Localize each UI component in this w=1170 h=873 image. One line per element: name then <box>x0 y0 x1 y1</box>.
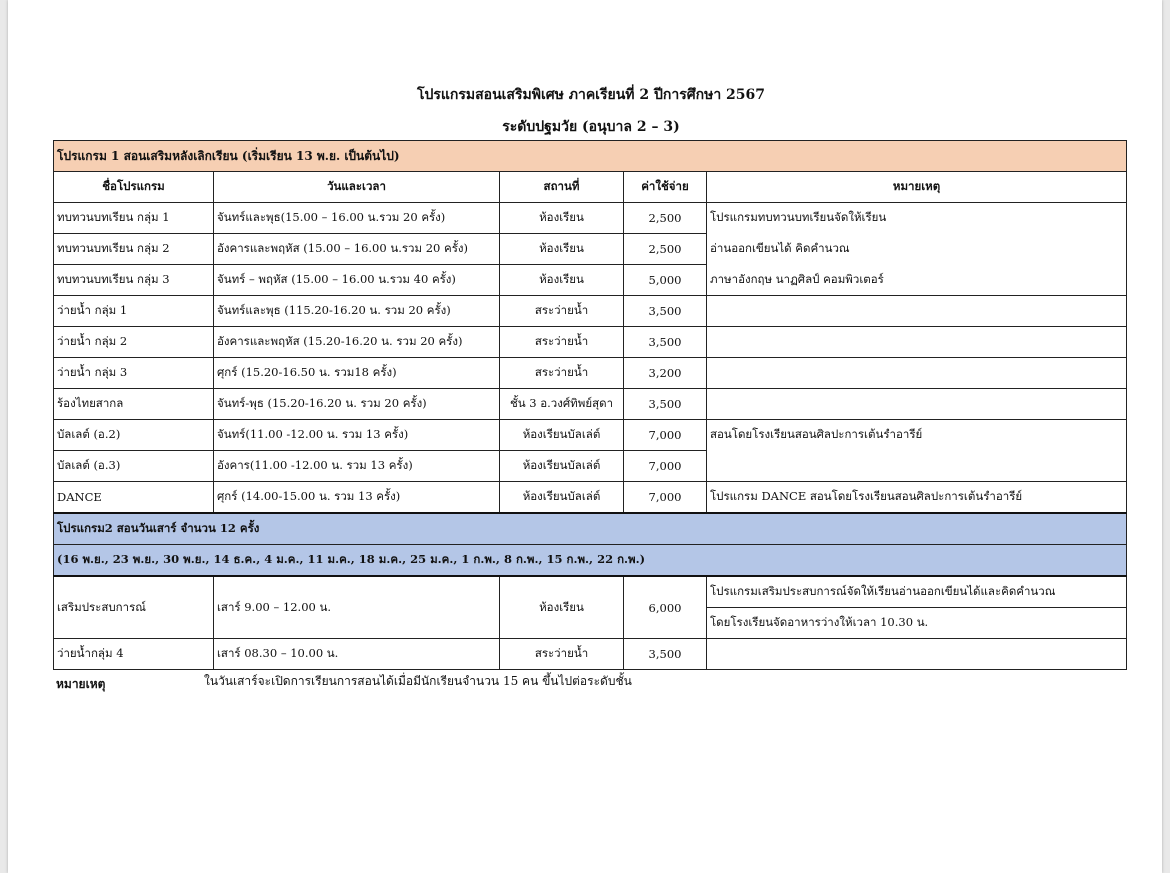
program-name: DANCE <box>54 482 214 514</box>
program-note <box>707 451 1127 482</box>
program-cost: 7,000 <box>624 451 707 482</box>
program-place: ห้องเรียน <box>500 203 624 234</box>
program-cost: 2,500 <box>624 203 707 234</box>
table-row <box>54 451 1127 482</box>
table-row <box>54 358 1127 389</box>
document-page <box>8 0 1162 873</box>
program-cost: 6,000 <box>624 576 707 639</box>
program-place: สระว่ายน้ำ <box>500 296 624 327</box>
program-note: อ่านออกเขียนได้ คิดคำนวณ <box>707 234 1127 265</box>
program-name: ว่ายน้ำกลุ่ม 4 <box>54 639 214 670</box>
page-subtitle: ระดับปฐมวัย (อนุบาล 2 – 3) <box>502 119 680 135</box>
program-name: บัลเลต์ (อ.3) <box>54 451 214 482</box>
program-name: ว่ายน้ำ กลุ่ม 3 <box>54 358 214 389</box>
col-header-place: สถานที่ <box>500 172 624 203</box>
section2-heading: โปรแกรม2 สอนวันเสาร์ จำนวน 12 ครั้ง <box>54 513 1127 545</box>
program-name: ว่ายน้ำ กลุ่ม 1 <box>54 296 214 327</box>
program-place: สระว่ายน้ำ <box>500 639 624 670</box>
table-row <box>54 234 1127 265</box>
program-time: อังคารและพฤหัส (15.00 – 16.00 น.รวม 20 ครั้ง) <box>214 234 500 265</box>
program-place: ห้องเรียนบัลเล่ต์ <box>500 420 624 451</box>
section2-dates-row <box>54 545 1127 577</box>
program-time: เสาร์ 9.00 – 12.00 น. <box>214 576 500 639</box>
program-time: จันทร์และพุธ(15.00 – 16.00 น.รวม 20 ครั้ง) <box>214 203 500 234</box>
program-time: จันทร์(11.00 -12.00 น. รวม 13 ครั้ง) <box>214 420 500 451</box>
program-note: โดยโรงเรียนจัดอาหารว่างให้เวลา 10.30 น. <box>707 608 1127 639</box>
program-time: อังคารและพฤหัส (15.20-16.20 น. รวม 20 ครั้ง) <box>214 327 500 358</box>
program-note <box>707 389 1127 420</box>
program-name: ร้องไทยสากล <box>54 389 214 420</box>
program-time: ศุกร์ (15.20-16.50 น. รวม18 ครั้ง) <box>214 358 500 389</box>
program-time: ศุกร์ (14.00-15.00 น. รวม 13 ครั้ง) <box>214 482 500 514</box>
section2-dates: (16 พ.ย., 23 พ.ย., 30 พ.ย., 14 ธ.ค., 4 ม.ค., 11 ม.ค., 18 ม.ค., 25 ม.ค., 1 ก.พ., 8 ก.พ., 15 ก.พ., 22 ก.พ.) <box>54 545 1127 577</box>
table-row <box>54 265 1127 296</box>
program-place: ห้องเรียน <box>500 576 624 639</box>
program-place: ชั้น 3 อ.วงศ์ทิพย์สุดา <box>500 389 624 420</box>
program-note: โปรแกรมเสริมประสบการณ์จัดให้เรียนอ่านออกเขียนได้และคิดคำนวณ <box>707 576 1127 608</box>
program-place: สระว่ายน้ำ <box>500 327 624 358</box>
col-header-note: หมายเหตุ <box>707 172 1127 203</box>
program-cost: 3,500 <box>624 327 707 358</box>
remark-label: หมายเหตุ <box>56 677 106 691</box>
program-time: จันทร์ – พฤหัส (15.00 – 16.00 น.รวม 40 ครั้ง) <box>214 265 500 296</box>
program-place: ห้องเรียน <box>500 265 624 296</box>
table-row <box>54 203 1127 234</box>
program-note <box>707 639 1127 670</box>
program-note: โปรแกรมทบทวนบทเรียนจัดให้เรียน <box>707 203 1127 234</box>
column-header-row <box>54 172 1127 203</box>
program-cost: 3,500 <box>624 639 707 670</box>
program-note <box>707 358 1127 389</box>
page-title: โปรแกรมสอนเสริมพิเศษ ภาคเรียนที่ 2 ปีการศึกษา 2567 <box>416 87 766 103</box>
table-row <box>54 420 1127 451</box>
program-place: ห้องเรียนบัลเล่ต์ <box>500 482 624 514</box>
program-note: ภาษาอังกฤษ นาฏศิลป์ คอมพิวเตอร์ <box>707 265 1127 296</box>
remark-text: ในวันเสาร์จะเปิดการเรียนการสอนได้เมื่อมีนักเรียนจำนวน 15 คน ขึ้นไปต่อระดับชั้น <box>204 674 632 688</box>
program-name: ทบทวนบทเรียน กลุ่ม 3 <box>54 265 214 296</box>
table-row <box>54 296 1127 327</box>
program-cost: 3,200 <box>624 358 707 389</box>
program-time: จันทร์-พุธ (15.20-16.20 น. รวม 20 ครั้ง) <box>214 389 500 420</box>
program-name: บัลเลต์ (อ.2) <box>54 420 214 451</box>
program-note <box>707 327 1127 358</box>
program-place: ห้องเรียน <box>500 234 624 265</box>
col-header-name: ชื่อโปรแกรม <box>54 172 214 203</box>
section1-header-row <box>54 141 1127 172</box>
table-row <box>54 389 1127 420</box>
section2-header-row <box>54 513 1127 545</box>
table-row <box>54 576 1127 608</box>
program-cost: 7,000 <box>624 420 707 451</box>
program-name: ทบทวนบทเรียน กลุ่ม 2 <box>54 234 214 265</box>
program-name: ทบทวนบทเรียน กลุ่ม 1 <box>54 203 214 234</box>
program-cost: 5,000 <box>624 265 707 296</box>
table-row <box>54 482 1127 514</box>
program-cost: 2,500 <box>624 234 707 265</box>
program-name: ว่ายน้ำ กลุ่ม 2 <box>54 327 214 358</box>
program-time: เสาร์ 08.30 – 10.00 น. <box>214 639 500 670</box>
table-row <box>54 327 1127 358</box>
program-cost: 7,000 <box>624 482 707 514</box>
program-note <box>707 296 1127 327</box>
program-time: จันทร์และพุธ (115.20-16.20 น. รวม 20 ครั้ง) <box>214 296 500 327</box>
col-header-time: วันและเวลา <box>214 172 500 203</box>
program-note: สอนโดยโรงเรียนสอนศิลปะการเต้นรำอารีย์ <box>707 420 1127 451</box>
table-row <box>54 639 1127 670</box>
col-header-cost: ค่าใช้จ่าย <box>624 172 707 203</box>
program-note: โปรแกรม DANCE สอนโดยโรงเรียนสอนศิลปะการเต้นรำอารีย์ <box>707 482 1127 514</box>
program-cost: 3,500 <box>624 389 707 420</box>
program-place: สระว่ายน้ำ <box>500 358 624 389</box>
section1-heading: โปรแกรม 1 สอนเสริมหลังเลิกเรียน (เริ่มเรียน 13 พ.ย. เป็นต้นไป) <box>54 141 1127 172</box>
program-time: อังคาร(11.00 -12.00 น. รวม 13 ครั้ง) <box>214 451 500 482</box>
program-place: ห้องเรียนบัลเล่ต์ <box>500 451 624 482</box>
program-cost: 3,500 <box>624 296 707 327</box>
schedule-table <box>53 140 1127 670</box>
program-name: เสริมประสบการณ์ <box>54 576 214 639</box>
